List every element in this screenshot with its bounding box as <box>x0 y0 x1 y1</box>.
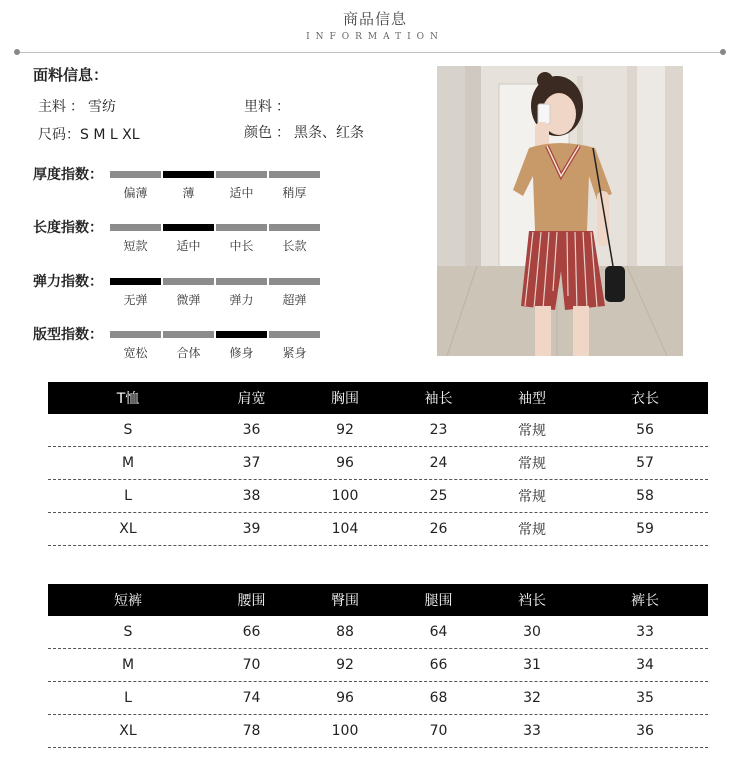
scale-bar-selected <box>110 278 161 285</box>
table-header-cell: T恤 <box>116 391 140 407</box>
scale-bar-selected <box>163 224 214 231</box>
table-header-cell: 臀围 <box>331 593 359 609</box>
scale-bar <box>269 224 320 231</box>
table-cell: 30 <box>523 624 541 640</box>
scale-options <box>110 291 320 308</box>
main-fabric-label: 主料 <box>38 99 66 115</box>
table-cell: 34 <box>636 657 654 673</box>
table-cell: 56 <box>636 422 654 438</box>
lining-fabric: 里料 ： <box>244 96 294 116</box>
table-cell: 25 <box>429 488 448 504</box>
scale-label: 版型指数： <box>33 327 103 343</box>
scale-bar <box>163 278 214 285</box>
scale-option-label: 宽松 <box>123 346 148 360</box>
scale-options <box>110 184 320 201</box>
table-cell: 26 <box>429 521 448 537</box>
table-cell: 39 <box>242 521 261 537</box>
table-cell: 92 <box>336 422 354 438</box>
table-cell: 96 <box>336 690 354 706</box>
table-header-cell: 短裤 <box>114 593 142 609</box>
scale-label: 长度指数： <box>33 220 103 236</box>
table-row <box>48 682 708 715</box>
scale-option-label: 短款 <box>123 239 148 253</box>
scale-bar <box>216 171 267 178</box>
scale-options <box>110 344 320 361</box>
section-title: 商品信息 <box>342 10 407 28</box>
table-cell: 64 <box>429 624 448 640</box>
color-info: 颜色 ： 黑条、红条 <box>244 122 364 142</box>
scale-bars <box>110 278 320 285</box>
table-row <box>48 649 708 682</box>
section-subtitle: INFORMATION <box>306 32 444 42</box>
product-photo <box>437 66 683 356</box>
shorts-size-table <box>48 584 708 748</box>
table-cell: 100 <box>331 488 359 504</box>
header-divider <box>20 52 722 53</box>
table-cell: 96 <box>336 455 354 471</box>
scale-option-label: 紧身 <box>282 346 307 360</box>
model-illustration <box>437 66 683 356</box>
table-cell: 59 <box>636 521 654 537</box>
fabric-info-title: 面料信息： <box>33 66 109 84</box>
table-cell: 37 <box>242 455 261 471</box>
table-cell: 68 <box>429 690 448 706</box>
table-cell: 33 <box>636 624 654 640</box>
tshirt-size-table <box>48 382 708 546</box>
main-fabric: 主料 ： 雪纺 <box>38 96 116 116</box>
scale-option-label: 无弹 <box>123 293 148 307</box>
scale-bars <box>110 171 320 178</box>
table-cell: 66 <box>242 624 261 640</box>
table-header-cell: 袖型 <box>518 391 546 407</box>
color-label: 颜色 <box>244 125 272 141</box>
scale-option-label: 薄 <box>182 186 195 200</box>
scale-option-label: 修身 <box>229 346 254 360</box>
table-cell: 常规 <box>518 522 546 538</box>
scale-options <box>110 237 320 254</box>
table-row <box>48 715 708 748</box>
table-cell: 74 <box>242 690 261 706</box>
lining-label: 里料 <box>244 99 272 115</box>
table-cell: 78 <box>242 723 261 739</box>
table-row <box>48 616 708 649</box>
scale-bar <box>216 224 267 231</box>
table-cell: 70 <box>242 657 261 673</box>
table-cell: 88 <box>336 624 354 640</box>
table-cell: L <box>124 690 132 706</box>
scale-option-label: 偏薄 <box>123 186 148 200</box>
table-cell: 36 <box>636 723 654 739</box>
scale-label: 弹力指数： <box>33 274 103 290</box>
table-cell: 57 <box>636 455 654 471</box>
table-cell: 66 <box>429 657 448 673</box>
table-header-cell: 裤长 <box>631 593 659 609</box>
table-cell: M <box>121 657 135 673</box>
color-value: 黑条、红条 <box>294 125 364 141</box>
scale-bar <box>163 331 214 338</box>
table-cell: 104 <box>331 521 359 537</box>
table-header <box>48 584 708 616</box>
table-cell: L <box>124 488 132 504</box>
size-info <box>38 124 140 144</box>
table-header-cell: 裆长 <box>518 593 546 609</box>
scale-option-label: 长款 <box>282 239 307 253</box>
table-cell: M <box>121 455 135 471</box>
scale-bars <box>110 224 320 231</box>
scale-option-label: 微弹 <box>176 293 201 307</box>
scale-option-label: 弹力 <box>229 293 254 307</box>
table-header <box>48 382 708 414</box>
scale-bar <box>110 171 161 178</box>
scale-bar-selected <box>163 171 214 178</box>
table-cell: 100 <box>331 723 359 739</box>
scale-option-label: 合体 <box>176 346 201 360</box>
table-header-cell: 衣长 <box>631 391 659 407</box>
scale-bar <box>269 331 320 338</box>
table-cell: 36 <box>242 422 261 438</box>
table-row <box>48 513 708 546</box>
scale-option-label: 超弹 <box>282 293 307 307</box>
table-row <box>48 447 708 480</box>
scale-bar <box>216 278 267 285</box>
table-cell: 23 <box>429 422 448 438</box>
size-label: 尺码： <box>38 127 80 143</box>
section-header <box>0 8 750 42</box>
table-cell: 常规 <box>518 489 546 505</box>
table-header-cell: 腰围 <box>237 593 266 609</box>
scale-bar <box>110 224 161 231</box>
table-cell: 常规 <box>518 456 546 472</box>
table-cell: 33 <box>523 723 541 739</box>
scale-bar <box>110 331 161 338</box>
table-cell: 24 <box>429 455 448 471</box>
main-fabric-value: 雪纺 <box>88 99 116 115</box>
divider-dot-right <box>720 49 726 55</box>
table-cell: XL <box>119 723 137 739</box>
table-cell: S <box>123 422 133 438</box>
table-row <box>48 480 708 513</box>
table-header-cell: 肩宽 <box>237 391 266 407</box>
scale-bars <box>110 331 320 338</box>
table-header-cell: 袖长 <box>424 391 453 407</box>
scale-bar <box>269 278 320 285</box>
table-header-cell: 腿围 <box>424 593 453 609</box>
scale-bar <box>269 171 320 178</box>
table-row <box>48 414 708 447</box>
table-cell: 32 <box>523 690 541 706</box>
size-value: S M L XL <box>80 127 140 143</box>
table-cell: 常规 <box>518 423 546 439</box>
scale-option-label: 适中 <box>176 239 201 253</box>
table-cell: 58 <box>636 488 654 504</box>
scale-option-label: 适中 <box>229 186 254 200</box>
table-cell: 70 <box>429 723 448 739</box>
scale-bar-selected <box>216 331 267 338</box>
table-cell: 35 <box>636 690 654 706</box>
table-cell: 92 <box>336 657 354 673</box>
scale-option-label: 中长 <box>229 239 254 253</box>
table-cell: 31 <box>523 657 541 673</box>
scale-option-label: 稍厚 <box>282 186 307 200</box>
table-cell: 38 <box>242 488 261 504</box>
table-cell: S <box>123 624 133 640</box>
table-cell: XL <box>119 521 137 537</box>
table-header-cell: 胸围 <box>331 391 359 407</box>
scale-label: 厚度指数： <box>33 167 103 183</box>
